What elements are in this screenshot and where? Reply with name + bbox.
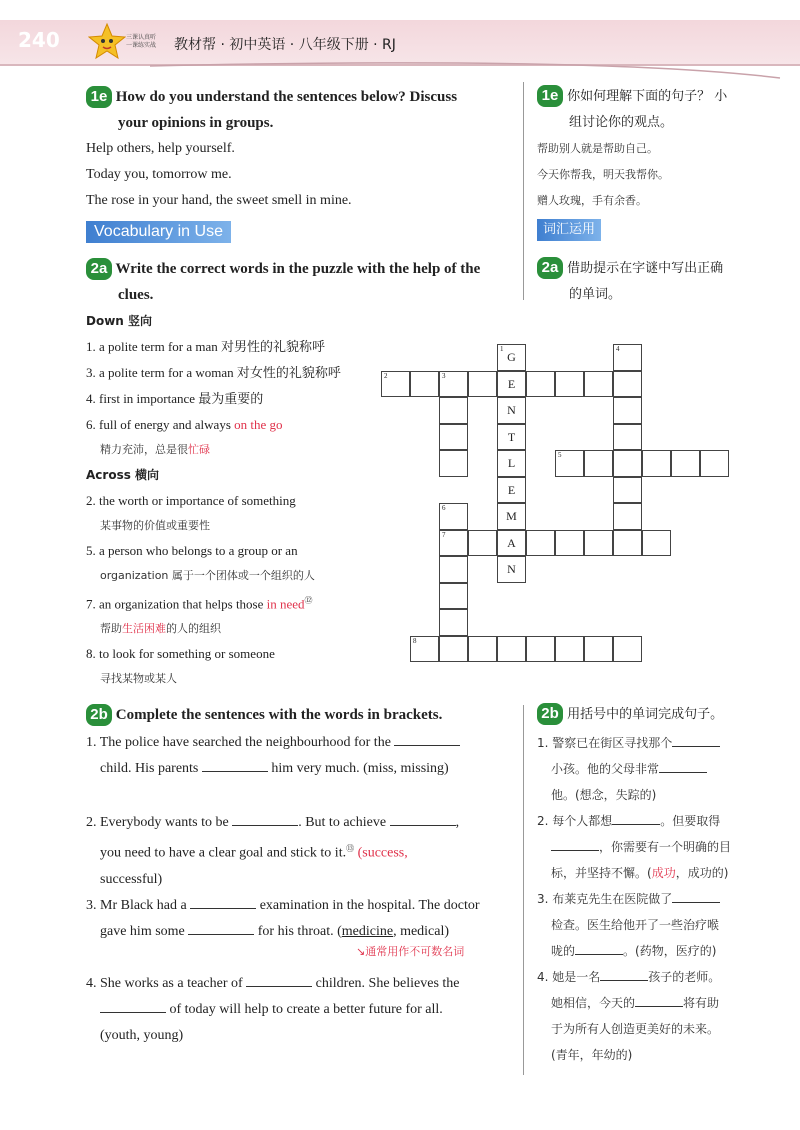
crossword-cell[interactable] [526, 530, 555, 557]
clue-number: 1 [500, 345, 504, 353]
crossword-cell[interactable] [439, 609, 468, 636]
crossword-cell[interactable] [613, 477, 642, 504]
crossword-cell[interactable] [613, 344, 642, 371]
section-title-line2: your opinions in groups. [118, 115, 274, 131]
crossword-cell[interactable] [613, 397, 642, 424]
sentence: The rose in your hand, the sweet smell in mine. [86, 193, 352, 208]
answer-blank[interactable] [635, 994, 683, 1007]
clue-number: 7 [442, 530, 446, 539]
crossword-cell[interactable] [526, 371, 555, 398]
clue-across-7: 7. an organization that helps those in need⑫ [86, 596, 313, 612]
answer-blank[interactable] [612, 812, 660, 825]
section-title-cn-line2: 组讨论你的观点。 [569, 115, 674, 130]
crossword-cell[interactable] [584, 450, 613, 477]
book-title: 教材帮 · 初中英语 · 八年级下册 · RJ [174, 37, 396, 53]
section-badge: 1e [86, 86, 112, 108]
clue-down-3: 3. a polite term for a woman 对女性的礼貌称呼 [86, 365, 341, 380]
question-3: 3. Mr Black had a examination in the hospital. The doctor [86, 897, 480, 913]
crossword-cell[interactable] [613, 503, 642, 530]
vocabulary-banner: Vocabulary in Use [86, 221, 231, 243]
column-divider-bottom [523, 705, 524, 1075]
answer-blank[interactable] [575, 942, 623, 955]
answer-blank[interactable] [100, 1000, 166, 1013]
crossword-cell[interactable] [439, 450, 468, 477]
crossword-cell[interactable]: G 1 [497, 344, 526, 371]
crossword-cell[interactable] [642, 450, 671, 477]
clue-across-2: 2. the worth or importance of something [86, 493, 296, 508]
exercise-2b: 1. The police have searched the neighbourhood for the child. His parents him very much. (miss, missing) 2. Everybody wants to be . But to achieve , you need to have a clear goal and stick to it.⑬ (success, successful) 3. Mr Black had a examination in the hospital. The doctor gave him some for his throat. (medicine, medical) ↘通常用作不可数名词 4. She works as a teacher of children. She believes the of today will help to create a better future for all. (youth, young) [86, 730, 516, 1049]
crossword-cell[interactable]: E [497, 371, 526, 398]
section-title: Complete the sentences with the words in brackets. [115, 707, 443, 723]
clue-number: 8 [413, 636, 417, 645]
answer-blank[interactable] [202, 759, 268, 772]
crossword-cell[interactable] [555, 450, 584, 477]
clue-down-6: 6. full of energy and always on the go [86, 417, 283, 432]
section-title-cn: 借助提示在字谜中写出正确 [567, 261, 724, 276]
header-slogan: 三课认真听 一课练实战 [126, 34, 157, 49]
crossword-cell[interactable] [468, 636, 497, 663]
answer-blank[interactable] [551, 838, 599, 851]
answer-blank[interactable] [672, 890, 720, 903]
crossword-cell[interactable] [613, 530, 642, 557]
sentence: Help others, help yourself. [86, 141, 235, 156]
section-badge: 2b [537, 703, 563, 725]
crossword-cell[interactable] [410, 636, 439, 663]
section-2b [86, 702, 516, 728]
crossword-cell[interactable] [439, 636, 468, 663]
clue-across-5: 5. a person who belongs to a group or an [86, 543, 298, 558]
question-2: 2. Everybody wants to be . But to achieve , [86, 815, 460, 830]
sentence: Today you, tomorrow me. [86, 167, 232, 182]
crossword-cell[interactable] [497, 636, 526, 663]
clue-number: 6 [442, 504, 446, 512]
crossword-cell[interactable] [642, 530, 671, 557]
crossword-cell[interactable] [439, 503, 468, 530]
clue-across-7-cn: 帮助生活困难的人的组织 [100, 622, 221, 636]
clue-down-6-cn: 精力充沛，总是很忙碌 [100, 443, 210, 456]
crossword-cell[interactable]: T [497, 424, 526, 451]
answer-blank[interactable] [600, 968, 648, 981]
crossword-cell[interactable] [468, 530, 497, 557]
section-badge: 2a [537, 257, 563, 279]
crossword-cell[interactable] [613, 450, 642, 477]
crossword-cell[interactable] [555, 371, 584, 398]
crossword-cell[interactable] [700, 450, 729, 477]
clue-across-8-cn: 寻找某物或某人 [100, 672, 177, 686]
question-1: 1. The police have searched the neighbourhood for the [86, 730, 516, 756]
sentence-cn: 赠人玫瑰，手有余香。 [537, 194, 647, 207]
section-title-cn-line2: 的单词。 [569, 287, 622, 302]
crossword-cell[interactable] [439, 424, 468, 451]
crossword-cell[interactable] [613, 424, 642, 451]
answer-blank[interactable] [659, 760, 707, 773]
down-label: Down 竖向 [86, 314, 153, 328]
crossword-cell[interactable] [555, 636, 584, 663]
crossword-cell[interactable] [381, 371, 410, 398]
clue-number: 4 [616, 345, 620, 353]
clue-down-1: 1. a polite term for a man 对男性的礼貌称呼 [86, 339, 326, 354]
crossword-cell[interactable] [584, 530, 613, 557]
section-title-cn: 用括号中的单词完成句子。 [567, 707, 724, 722]
note: ↘通常用作不可数名词 [356, 944, 465, 958]
answer-blank[interactable] [188, 922, 254, 935]
crossword-cell[interactable]: N [497, 556, 526, 583]
vocabulary-banner-cn: 词汇运用 [537, 219, 601, 241]
section-title-line2: clues. [118, 287, 154, 303]
across-label: Across 横向 [86, 468, 160, 482]
clue-number: 3 [442, 371, 446, 380]
section-badge: 1e [537, 85, 563, 107]
section-badge: 2a [86, 258, 112, 280]
clue-across-8: 8. to look for something or someone [86, 646, 275, 662]
crossword-cell[interactable] [526, 636, 555, 663]
crossword-cell[interactable]: L [497, 450, 526, 477]
answer-blank[interactable] [390, 813, 456, 826]
crossword-cell[interactable] [584, 371, 613, 398]
crossword-cell[interactable] [439, 397, 468, 424]
crossword-cell[interactable] [439, 530, 468, 557]
clue-down-4: 4. first in importance 最为重要的 [86, 391, 264, 406]
crossword-cell[interactable] [439, 556, 468, 583]
sentence-cn: 帮助别人就是帮助自己。 [537, 142, 658, 155]
page-number: 240 [18, 28, 60, 52]
section-title: Write the correct words in the puzzle with the help of the [115, 261, 481, 277]
crossword-cell[interactable] [613, 371, 642, 398]
answer-blank[interactable] [394, 733, 460, 746]
section-title: How do you understand the sentences below? Discuss [115, 89, 458, 105]
clue-across-2-cn: 某事物的价值或重要性 [100, 519, 210, 532]
answer-blank[interactable] [672, 734, 720, 747]
exercise-2b-cn: 1. 警察已在街区寻找那个 小孩。他的父母非常 他。(想念，失踪的) 2. 每个人都想 。但要取得 ，你需要有一个明确的目 标，并坚持不懈。(成功，成功的) 3. 布莱克先生在医院做了 检查。医生给他开了一些治疗喉 咙的 。(药物，医疗的) 4. 她是一名 孩子的老师。 她相信，今天的 将有助 于为所有人创造更美好的未来。 (青年，年幼的) [537, 736, 732, 1062]
crossword-cell[interactable] [468, 371, 497, 398]
crossword-cell[interactable]: N [497, 397, 526, 424]
crossword-cell[interactable]: M [497, 503, 526, 530]
clue-number: 5 [558, 451, 562, 459]
crossword-cell[interactable] [584, 636, 613, 663]
crossword-cell[interactable] [439, 371, 468, 398]
sentence-cn: 今天你帮我，明天我帮你。 [537, 168, 669, 181]
crossword-cell[interactable] [555, 530, 584, 557]
clue-across-5-cn: organization 属于一个团体或一个组织的人 [100, 569, 315, 582]
crossword-cell[interactable]: A [497, 530, 526, 557]
answer-blank[interactable] [232, 813, 298, 826]
section-title-cn: 你如何理解下面的句子？ 小 [567, 89, 728, 104]
section-2b-cn [537, 702, 787, 728]
crossword-cell[interactable]: E [497, 477, 526, 504]
answer-blank[interactable] [246, 974, 312, 987]
clue-number: 2 [384, 371, 388, 380]
crossword-cell[interactable] [410, 371, 439, 398]
crossword-cell[interactable] [439, 583, 468, 610]
crossword-cell[interactable] [613, 636, 642, 663]
answer-blank[interactable] [190, 896, 256, 909]
section-badge: 2b [86, 704, 112, 726]
question-4: 4. She works as a teacher of children. She believes the [86, 975, 460, 991]
crossword-cell[interactable] [671, 450, 700, 477]
